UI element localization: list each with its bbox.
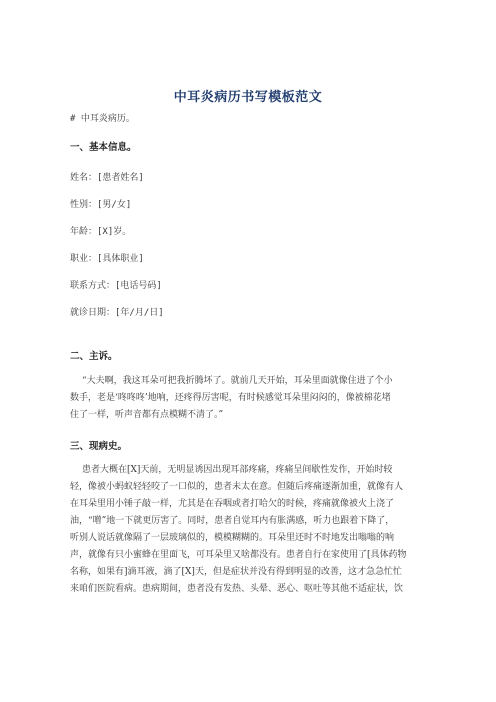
field-gender: 性别：[男/女] xyxy=(70,200,132,210)
field-occupation: 职业：[具体职业] xyxy=(70,254,144,264)
history-line: 声，就像有只小蜜蜂在里面飞，可耳朵里又啥都没有。患者自行在家使用了[具体药物 xyxy=(70,550,407,560)
field-contact: 联系方式：[电话号码] xyxy=(70,281,162,291)
complaint-line: 数手，老是‘咚咚咚’地响，还疼得厉害呢，有时候感觉耳朵里闷闷的，像被棉花堵 xyxy=(70,393,391,403)
history-line: 听别人说话就像隔了一层玻璃似的，模模糊糊的。耳朵里还时不时地发出嗡嗡的响 xyxy=(70,533,395,543)
chief-complaint-paragraph xyxy=(70,373,432,424)
present-illness-paragraph xyxy=(70,462,432,598)
history-line: 来咱们医院看病。患病期间，患者没有发热、头晕、恶心、呕吐等其他不适症状，饮 xyxy=(70,584,404,594)
history-line: 轻，像被小蚂蚁轻轻咬了一口似的，患者未太在意。但随后疼痛逐渐加重，就像有人 xyxy=(70,482,404,492)
section-heading-present-illness: 三、现病史。 xyxy=(70,441,128,452)
history-line: 患者大概在[X]天前，无明显诱因出现耳部疼痛，疼痛呈间歇性发作，开始时较 xyxy=(82,465,393,475)
history-line: 名称，如果有]滴耳液，滴了[X]天，但是症状并没有得到明显的改善，这才急急忙忙 xyxy=(70,567,402,577)
markdown-heading-line: # 中耳炎病历。 xyxy=(70,114,135,124)
section-heading-chief-complaint: 二、主诉。 xyxy=(70,351,118,362)
history-line: 在耳朵里用小锤子敲一样，尤其是在吞咽或者打哈欠的时候，疼痛就像被火上浇了 xyxy=(70,499,395,509)
document-title: 中耳炎病历书写模板范文 xyxy=(173,90,323,105)
section-heading-basic-info: 一、基本信息。 xyxy=(70,142,137,153)
complaint-line: “大夫啊，我这耳朵可把我折腾坏了。就前几天开始，耳朵里面就像住进了个小 xyxy=(82,376,393,386)
complaint-line: 住了一样，听声音都有点模糊不清了。” xyxy=(70,410,224,420)
history-line: 油，“噌”地一下就更厉害了。同时，患者自觉耳内有胀满感，听力也跟着下降了， xyxy=(70,516,395,526)
field-age: 年龄：[X]岁。 xyxy=(70,227,132,237)
field-visit-date: 就诊日期：[年/月/日] xyxy=(70,308,164,318)
field-name: 姓名：[患者姓名] xyxy=(70,173,144,183)
